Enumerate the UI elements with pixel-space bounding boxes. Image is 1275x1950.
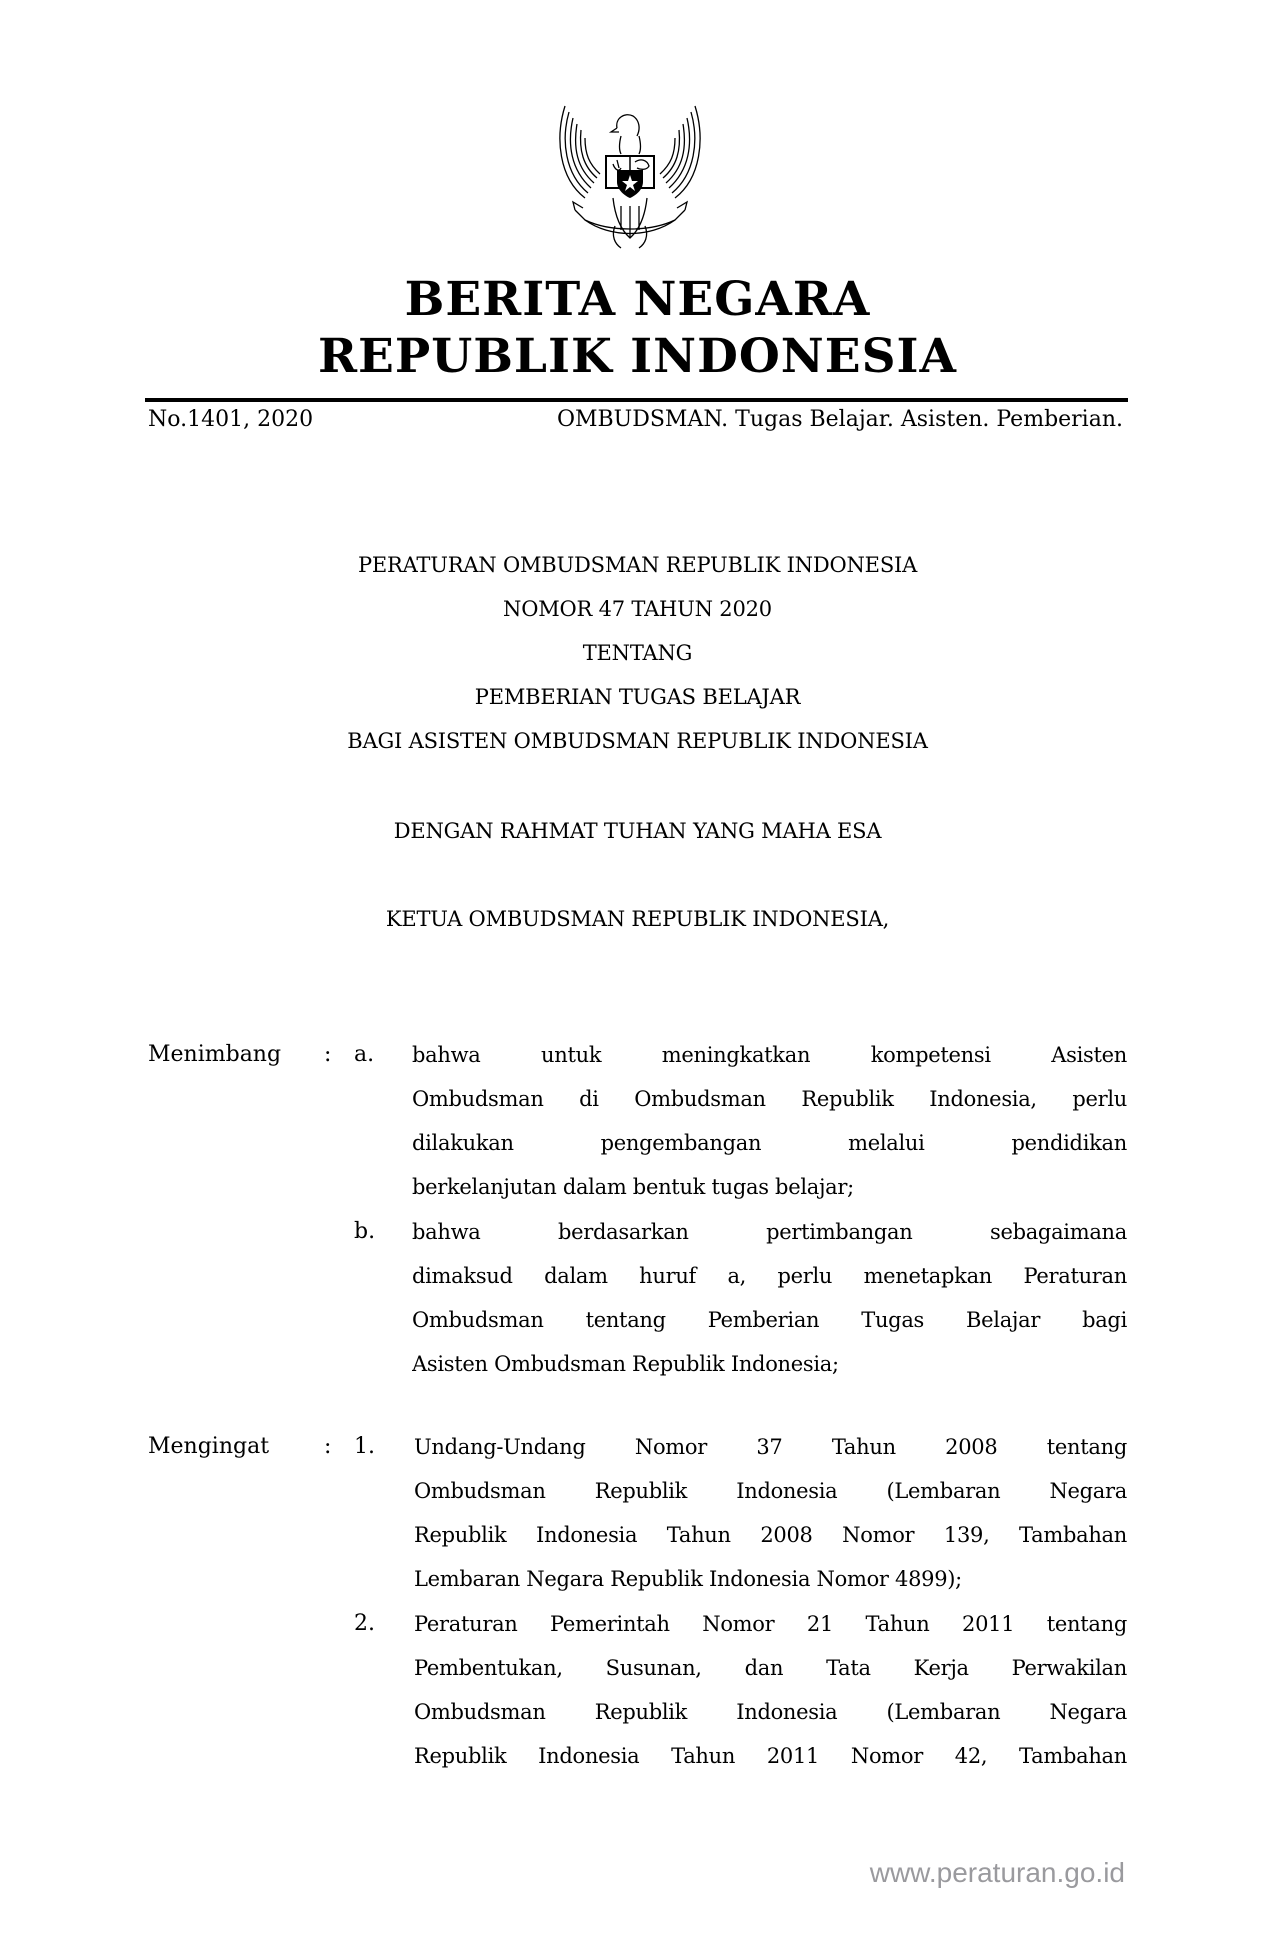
paragraph-line: Ombudsman Republik Indonesia (Lembaran Negara [414, 1479, 1127, 1503]
gazette-subject: OMBUDSMAN. Tugas Belajar. Asisten. Pemberian. [556, 407, 1123, 432]
menimbang-item-marker: a. [354, 1042, 375, 1067]
paragraph-line: berkelanjutan dalam bentuk tugas belajar; [412, 1175, 854, 1199]
menimbang-item-marker: b. [354, 1219, 376, 1244]
menimbang-item-b [412, 1210, 1127, 1386]
paragraph-line: Ombudsman tentang Pemberian Tugas Belajar bagi [412, 1308, 1127, 1332]
paragraph-line: Lembaran Negara Republik Indonesia Nomor 4899); [414, 1567, 962, 1591]
paragraph-line: Republik Indonesia Tahun 2008 Nomor 139, Tambahan [414, 1523, 1127, 1547]
paragraph-line: Ombudsman Republik Indonesia (Lembaran Negara [414, 1700, 1127, 1724]
regulation-subject-line2: BAGI ASISTEN OMBUDSMAN REPUBLIK INDONESIA [347, 729, 928, 753]
mengingat-item-2 [414, 1602, 1127, 1778]
paragraph-line: Pembentukan, Susunan, dan Tata Kerja Perwakilan [414, 1656, 1127, 1680]
mengingat-item-marker: 2. [354, 1611, 375, 1636]
menimbang-label: Menimbang [148, 1042, 282, 1067]
paragraph-line: bahwa berdasarkan pertimbangan sebagaimana [412, 1220, 1127, 1244]
paragraph-line: Undang-Undang Nomor 37 Tahun 2008 tentang [414, 1435, 1127, 1459]
paragraph-line: bahwa untuk meningkatkan kompetensi Asisten [412, 1043, 1127, 1067]
regulation-about: TENTANG [582, 641, 693, 665]
gazette-number: No.1401, 2020 [148, 407, 314, 432]
menimbang-item-a [412, 1033, 1127, 1209]
mengingat-colon: : [324, 1434, 332, 1459]
mengingat-item-1 [414, 1425, 1127, 1601]
invocation: DENGAN RAHMAT TUHAN YANG MAHA ESA [393, 819, 882, 843]
paragraph-line: Asisten Ombudsman Republik Indonesia; [412, 1352, 839, 1376]
regulation-subject-line1: PEMBERIAN TUGAS BELAJAR [474, 685, 801, 709]
paragraph-line: Republik Indonesia Tahun 2011 Nomor 42, Tambahan [414, 1744, 1127, 1768]
paragraph-line: dimaksud dalam huruf a, perlu menetapkan Peraturan [412, 1264, 1127, 1288]
source-watermark: www.peraturan.go.id [869, 1857, 1125, 1888]
gazette-title-line1: BERITA NEGARA [404, 272, 871, 327]
mengingat-label: Mengingat [148, 1434, 270, 1459]
paragraph-line: Ombudsman di Ombudsman Republik Indonesia, perlu [412, 1087, 1127, 1111]
paragraph-line: Peraturan Pemerintah Nomor 21 Tahun 2011 tentang [414, 1612, 1127, 1636]
menimbang-colon: : [324, 1042, 332, 1067]
masthead-rule [145, 398, 1128, 402]
mengingat-item-marker: 1. [354, 1434, 375, 1459]
garuda-emblem-icon [555, 98, 705, 258]
paragraph-line: dilakukan pengembangan melalui pendidikan [412, 1131, 1127, 1155]
gazette-title-line2: REPUBLIK INDONESIA [317, 329, 957, 384]
issuing-authority: KETUA OMBUDSMAN REPUBLIK INDONESIA, [385, 907, 890, 931]
regulation-number: NOMOR 47 TAHUN 2020 [503, 597, 772, 621]
regulation-title: PERATURAN OMBUDSMAN REPUBLIK INDONESIA [357, 553, 918, 577]
